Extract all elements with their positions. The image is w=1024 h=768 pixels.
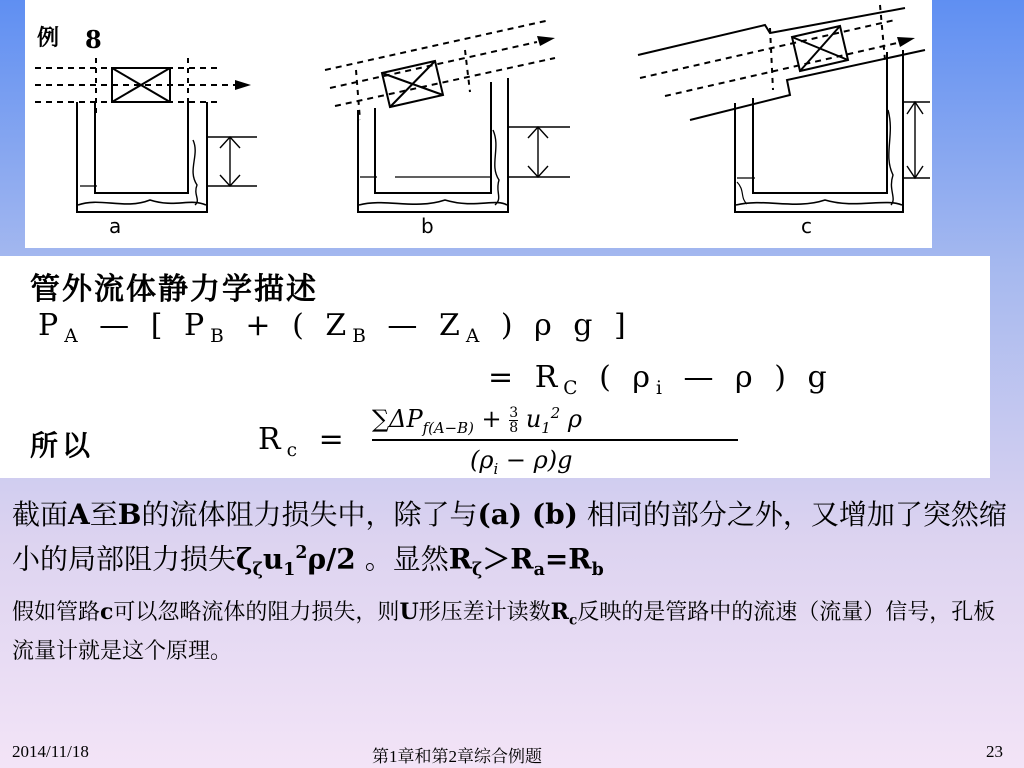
- p1-R1: R: [448, 542, 472, 576]
- eq3-r: R: [258, 422, 287, 457]
- case-label-a: a: [109, 214, 122, 238]
- eq3-lhs: [258, 422, 350, 461]
- eq2-rho-i-sub: i: [655, 378, 668, 399]
- p1-A: A: [68, 498, 90, 531]
- eq3-den-b: − ρ)g: [498, 446, 573, 474]
- case-c-diagram: [638, 5, 930, 212]
- eq3-sum: ∑ΔP: [372, 405, 423, 433]
- eq3-u: u: [525, 405, 542, 433]
- equation-heading: 管外流体静力学描述: [30, 272, 318, 307]
- eq2-g: g: [807, 360, 833, 395]
- p1-t4: 相同的部分之外，又增加了突然缩小的局部阻力损失: [12, 498, 1007, 576]
- eq1-lparen: (: [292, 308, 310, 343]
- p1-R3-sub: b: [591, 559, 604, 580]
- p2-R: R: [550, 599, 569, 625]
- p1-R1-sub: ζ: [471, 559, 483, 580]
- eq2-lparen: (: [599, 360, 617, 395]
- p1-R2: R: [510, 542, 534, 576]
- p2-t1: 假如管路: [12, 600, 101, 625]
- p2-c: c: [100, 599, 114, 625]
- p1-u-sup: 2: [295, 543, 308, 563]
- p1-u: u: [262, 542, 284, 576]
- so-label: 所以: [30, 429, 95, 462]
- footer-title: 第1章和第2章综合例题: [372, 747, 542, 766]
- eq3-sum-sub: f(A−B): [422, 418, 474, 437]
- eq1-zb-sub: B: [352, 326, 372, 347]
- p1-ab: (a) (b): [477, 498, 578, 531]
- equation-line-1: [38, 308, 632, 347]
- eq1-rho: ρ: [534, 308, 558, 343]
- p2-R-sub: c: [568, 612, 578, 629]
- p1-R3: R: [568, 542, 592, 576]
- eq3-denominator: [470, 446, 572, 478]
- case-a-diagram: [35, 58, 257, 212]
- eq2-rho: ρ: [735, 360, 759, 395]
- eq3-den-sub: i: [493, 459, 499, 478]
- case-b-diagram: [325, 20, 570, 212]
- eq3-frac-den: 8: [509, 420, 519, 436]
- p1-R2-sub: a: [533, 559, 545, 580]
- p1-t3: 的流体阻力损失中，除了与: [141, 498, 478, 531]
- p1-eq: =: [544, 542, 569, 576]
- eq1-pb-sub: B: [210, 326, 230, 347]
- example-number: 8: [85, 25, 102, 54]
- p1-zeta: ζ: [236, 542, 253, 576]
- case-label-b: b: [421, 214, 434, 238]
- p1-rho: ρ/2: [307, 542, 356, 576]
- eq3-u-sub: 1: [541, 418, 551, 437]
- p1-gt: ＞: [482, 542, 511, 576]
- eq2-minus: —: [683, 360, 720, 395]
- eq3-fraction: [509, 406, 518, 435]
- eq2-equals: =: [488, 360, 520, 395]
- eq3-u-sup: 2: [550, 404, 561, 422]
- p1-t2: 至: [89, 498, 118, 531]
- eq3-numerator: [372, 404, 582, 437]
- eq3-r-sub: c: [286, 440, 304, 461]
- p1-t5: 。显然: [355, 542, 449, 576]
- eq2-r-sub: C: [563, 378, 584, 399]
- equation-line-2: [488, 360, 833, 399]
- eq3-frac-num: 3: [509, 405, 519, 421]
- footer-page-number: 23: [986, 742, 1003, 761]
- p2-U: U: [399, 599, 419, 625]
- p1-zeta-sub: ζ: [252, 559, 263, 580]
- p1-u-sub: 1: [283, 559, 296, 580]
- eq1-rparen: ): [500, 308, 519, 343]
- case-label-c: c: [801, 214, 812, 238]
- eq1-plus: +: [245, 308, 277, 343]
- explanation-paragraph-1: [12, 496, 1012, 589]
- eq1-pa-sub: A: [64, 326, 84, 347]
- eq3-rho: ρ: [567, 405, 582, 433]
- eq1-pa: P: [38, 308, 65, 343]
- eq1-rbracket: ]: [614, 308, 632, 343]
- eq2-rparen: ): [774, 360, 792, 395]
- equation-panel: [0, 256, 990, 478]
- p2-t4: 反映的是管路中的流速（流量）信号，孔板流量计就是这个原理。: [12, 600, 996, 665]
- p2-t2: 可以忽略流体的阻力损失，则: [113, 600, 400, 625]
- eq3-equals: =: [318, 422, 350, 457]
- p1-t1: 截面: [12, 498, 69, 531]
- eq1-g: g: [573, 308, 599, 343]
- eq1-pb: P: [183, 308, 211, 343]
- eq1-zb: Z: [325, 308, 353, 343]
- eq3-plus: +: [481, 405, 502, 433]
- eq1-lbracket: [: [150, 308, 169, 343]
- eq1-minus-2: —: [387, 308, 424, 343]
- eq1-za: Z: [438, 308, 466, 343]
- eq3-den-a: (ρ: [470, 446, 494, 474]
- p1-B: B: [117, 498, 142, 531]
- footer-date: 2014/11/18: [12, 742, 89, 761]
- eq1-za-sub: A: [465, 326, 486, 347]
- eq1-minus: —: [99, 308, 136, 343]
- eq2-r: R: [534, 360, 564, 395]
- manometer-diagram: [25, 0, 932, 248]
- explanation-paragraph-2: [12, 597, 1012, 667]
- fraction-bar: [372, 439, 738, 441]
- eq2-rho-i: ρ: [632, 360, 656, 395]
- example-label: 例: [37, 26, 60, 51]
- p2-t3: 形压差计读数: [418, 600, 551, 625]
- figure-panel: [25, 0, 932, 248]
